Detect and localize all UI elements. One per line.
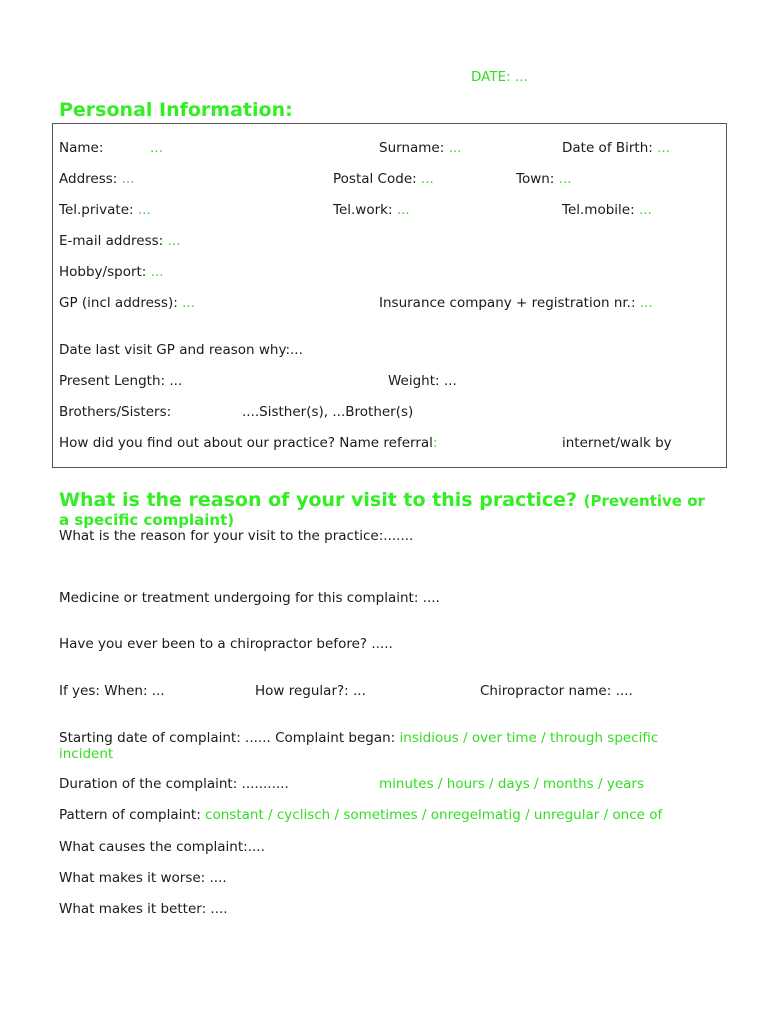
surname-field [379,140,461,156]
tel-private-field [59,202,151,218]
tel-private-label: Tel.private: [59,202,134,218]
email-label: E-mail address: [59,233,164,249]
referral-label: How did you find out about our practice? Name referral [59,435,433,451]
postal-field [333,171,434,187]
name-value[interactable]: ... [150,140,163,156]
tel-work-value[interactable]: ... [396,202,410,218]
duration-options[interactable]: minutes / hours / days / months / years [379,776,644,792]
causes-field[interactable]: What causes the complaint:.... [59,839,265,855]
tel-work-label: Tel.work: [333,202,393,218]
medicine-field[interactable]: Medicine or treatment undergoing for this complaint: .... [59,590,440,606]
reason-subtitle-open: (Preventive or [583,492,705,510]
pattern-label: Pattern of complaint: [59,807,201,823]
tel-work-field [333,202,410,218]
referral-colon: : [432,435,438,451]
tel-mobile-field [562,202,652,218]
if-yes-when-field[interactable]: If yes: When: ... [59,683,165,699]
hobby-field [59,264,164,280]
insurance-value[interactable]: ... [639,295,653,311]
date-label: DATE: [471,69,511,85]
address-label: Address: [59,171,118,187]
address-value[interactable]: ... [121,171,135,187]
address-field [59,171,134,187]
reason-subtitle-cont: a specific complaint) [59,511,235,529]
name-label: Name: [59,140,104,156]
siblings-value[interactable]: ....Sisther(s), ...Brother(s) [242,404,414,420]
how-regular-field[interactable]: How regular?: ... [255,683,366,699]
duration-label[interactable]: Duration of the complaint: ........... [59,776,289,792]
chiro-before-field[interactable]: Have you ever been to a chiropractor before? ..... [59,636,393,652]
began-options[interactable]: insidious / over time / through specific incident [59,730,659,762]
length-field[interactable]: Present Length: ... [59,373,183,389]
reason-title-line [59,489,705,511]
referral-field[interactable] [59,435,437,451]
gp-value[interactable]: ... [182,295,195,311]
insurance-field [379,295,653,311]
insurance-label: Insurance company + registration nr.: [379,295,636,311]
referral-other[interactable]: internet/walk by [562,435,672,451]
tel-mobile-value[interactable]: ... [638,202,652,218]
hobby-label: Hobby/sport: [59,264,147,280]
tel-mobile-label: Tel.mobile: [562,202,635,218]
pattern-field[interactable] [59,807,662,823]
dob-field [562,140,670,156]
reason-title: What is the reason of your visit to this practice? [59,489,578,511]
siblings-label: Brothers/Sisters: [59,404,172,420]
surname-label: Surname: [379,140,445,156]
tel-private-value[interactable]: ... [137,202,151,218]
email-field [59,233,180,249]
postal-label: Postal Code: [333,171,417,187]
personal-info-title: Personal Information: [59,99,293,121]
date-field [471,69,528,85]
better-field[interactable]: What makes it better: .... [59,901,228,917]
gp-label: GP (incl address): [59,295,178,311]
chiro-name-field[interactable]: Chiropractor name: .... [480,683,633,699]
start-date-field[interactable] [59,730,709,762]
gp-field [59,295,195,311]
weight-field[interactable]: Weight: ... [388,373,457,389]
town-field [516,171,572,187]
town-value[interactable]: ... [558,171,572,187]
surname-value[interactable]: ... [448,140,462,156]
start-date-label: Starting date of complaint: ...... Complaint began: [59,730,396,746]
visit-reason-field[interactable]: What is the reason for your visit to the practice:....... [59,528,414,544]
hobby-value[interactable]: ... [150,264,164,280]
email-value[interactable]: ... [167,233,181,249]
pattern-options[interactable]: constant / cyclisch / sometimes / onregelmatig / unregular / once of [205,807,663,823]
dob-value[interactable]: ... [657,140,670,156]
dob-label: Date of Birth: [562,140,653,156]
date-value[interactable]: ... [514,69,528,85]
postal-value[interactable]: ... [420,171,434,187]
worse-field[interactable]: What makes it worse: .... [59,870,227,886]
gp-visit-field[interactable]: Date last visit GP and reason why:... [59,342,303,358]
town-label: Town: [516,171,555,187]
